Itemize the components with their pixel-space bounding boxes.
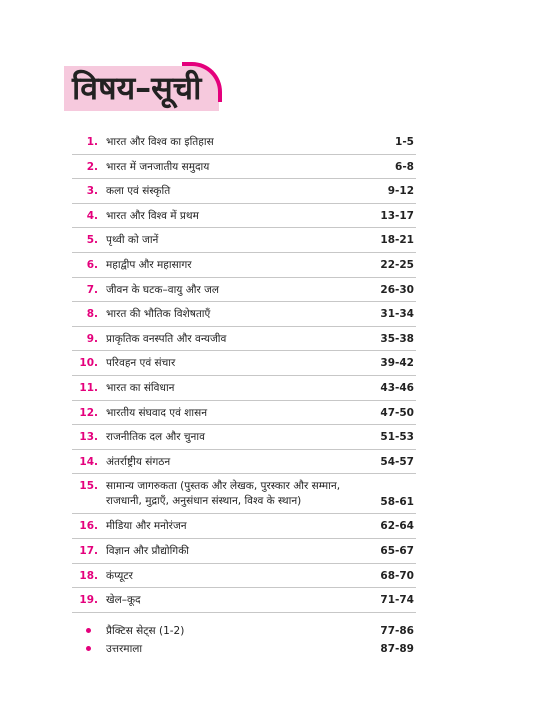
toc-label: महाद्वीप और महासागर [106,258,192,271]
toc-number: 1. [86,136,98,148]
toc-label: सामान्य जागरुकता (पुस्तक और लेखक, पुरस्कार और सम्मान, राजधानी, मुद्राएँ, अनुसंधान संस्थान, विश्व के स्थान) [106,480,341,508]
toc-row[interactable] [72,514,416,539]
toc-row[interactable] [72,179,416,204]
toc-pages: 47-50 [380,406,414,419]
toc-label: भारत और विश्व का इतिहास [106,136,214,148]
toc-pages: 26-30 [380,283,414,296]
toc-label: खेल–कूद [106,594,141,607]
toc-label: मीडिया और मनोरंजन [106,520,187,533]
toc-label: कंप्यूटर [106,569,133,582]
toc-number: 3. [86,185,98,198]
toc-number: 13. [79,431,98,444]
toc-number: 8. [86,308,98,321]
toc-pages: 62-64 [380,520,414,533]
toc-label: भारत में जनजातीय समुदाय [106,160,210,173]
toc-number: 6. [86,258,98,271]
toc-pages: 6-8 [395,160,414,173]
toc-number: 17. [79,544,98,557]
toc-label: जीवन के घटक–वायु और जल [106,283,219,296]
table-of-contents [72,130,416,613]
toc-number: 18. [79,569,98,582]
toc-number: 12. [79,406,98,419]
toc-number: 2. [86,160,98,173]
toc-label: भारत और विश्व में प्रथम [106,209,199,222]
toc-label: परिवहन एवं संचार [106,357,176,370]
toc-row[interactable] [72,351,416,376]
toc-pages: 13-17 [380,209,414,222]
toc-label: भारत की भौतिक विशेषताएँ [106,308,211,321]
page-title: विषय–सूची [72,69,202,107]
toc-number: 10. [79,357,98,370]
toc-pages: 35-38 [380,332,414,345]
toc-number: 9. [86,332,98,345]
toc-pages: 54-57 [380,455,414,468]
toc-row[interactable] [72,564,416,589]
toc-pages: 18-21 [380,234,414,247]
toc-pages: 1-5 [395,136,414,148]
toc-label: राजनीतिक दल और चुनाव [106,431,205,444]
bullet-icon [86,646,91,651]
toc-number: 4. [86,209,98,222]
toc-row[interactable] [72,228,416,253]
toc-pages: 9-12 [387,185,414,198]
toc-label: भारत का संविधान [106,381,175,394]
toc-number: 11. [79,381,98,394]
toc-row[interactable] [72,588,416,613]
toc-pages: 22-25 [380,258,414,271]
toc-label: कला एवं संस्कृति [106,185,171,198]
toc-label: अंतर्राष्ट्रीय संगठन [106,455,171,468]
appendix-label: प्रैक्टिस सेट्स (1-2) [106,625,185,637]
toc-row[interactable] [72,450,416,475]
toc-pages: 51-53 [380,431,414,444]
toc-row[interactable] [72,204,416,229]
toc-row[interactable] [72,327,416,352]
toc-pages: 39-42 [380,357,414,370]
appendix-pages: 77-86 [380,625,414,637]
toc-row[interactable] [72,130,416,155]
toc-pages: 65-67 [380,544,414,557]
toc-row[interactable] [72,278,416,303]
toc-number: 19. [79,594,98,607]
toc-number: 7. [86,283,98,296]
toc-number: 5. [86,234,98,247]
appendix-item[interactable] [72,622,416,640]
toc-pages: 43-46 [380,381,414,394]
toc-pages: 58-61 [380,496,414,509]
bullet-icon [86,628,91,633]
toc-row[interactable] [72,302,416,327]
toc-row[interactable] [72,253,416,278]
appendix-label: उत्तरमाला [106,643,143,655]
toc-pages: 71-74 [380,594,414,607]
toc-label: प्राकृतिक वनस्पति और वन्यजीव [106,332,227,345]
toc-number: 14. [79,455,98,468]
toc-row[interactable] [72,474,416,514]
toc-row[interactable] [72,401,416,426]
appendix-list [72,622,416,658]
toc-row[interactable] [72,539,416,564]
toc-number: 15. [79,480,98,493]
toc-label: विज्ञान और प्रौद्योगिकी [106,544,189,557]
appendix-item[interactable] [72,640,416,658]
toc-pages: 31-34 [380,308,414,321]
toc-label: पृथ्वी को जानें [106,234,159,247]
toc-row[interactable] [72,155,416,180]
appendix-pages: 87-89 [380,643,414,655]
toc-pages: 68-70 [380,569,414,582]
toc-number: 16. [79,520,98,533]
toc-row[interactable] [72,376,416,401]
toc-label: भारतीय संघवाद एवं शासन [106,406,208,419]
toc-row[interactable] [72,425,416,450]
